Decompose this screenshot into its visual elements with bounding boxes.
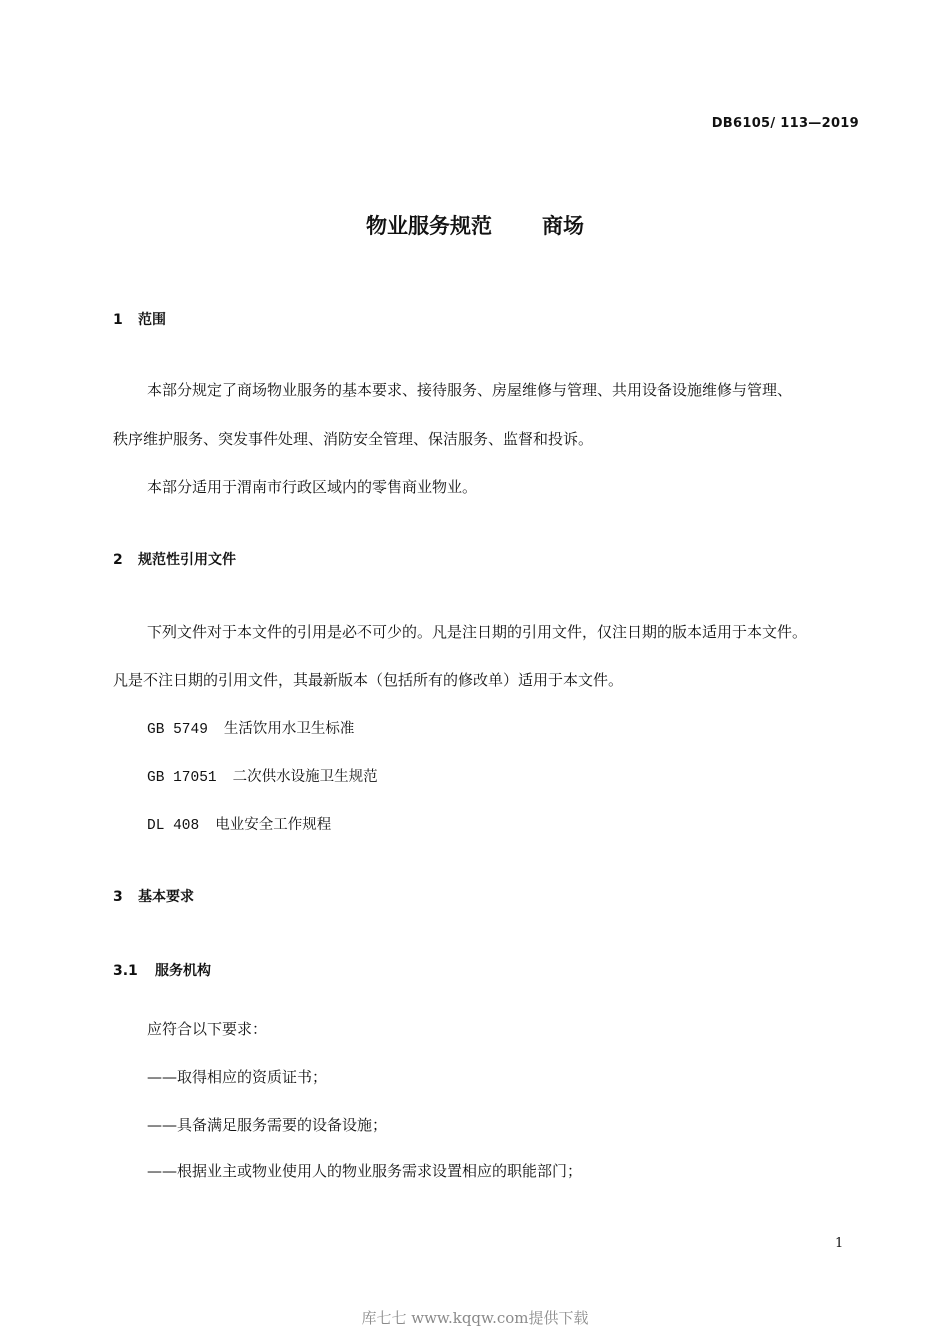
reference-title: 二次供水设施卫生规范 [232,769,378,785]
reference-code: GB 17051 [147,770,217,786]
reference-title: 电业安全工作规程 [215,817,332,833]
section-number: 1 [113,312,123,328]
section-1-heading [113,309,166,329]
section-3-heading [113,886,194,906]
subsection-number: 3.1 [113,963,138,979]
list-item: ——具备满足服务需要的设备设施； [147,1116,388,1134]
normative-reference [147,717,354,738]
section-title: 范围 [138,312,166,328]
reference-title: 生活饮用水卫生标准 [223,721,355,737]
list-item: ——根据业主或物业使用人的物业服务需求设置相应的职能部门； [147,1162,583,1180]
section-number: 2 [113,552,123,568]
subsection-3-1-heading [113,960,211,980]
paragraph-line: 本部分适用于渭南市行政区域内的零售商业物业。 [147,478,478,496]
section-2-heading [113,549,236,569]
reference-code: DL 408 [147,818,200,834]
footer-watermark: 库七七 www.kqqw.com提供下载 [361,1309,589,1327]
title-part-2: 商场 [542,214,584,238]
section-number: 3 [113,889,123,905]
paragraph-line: 应符合以下要求： [147,1020,268,1038]
paragraph-line: 凡是不注日期的引用文件，其最新版本（包括所有的修改单）适用于本文件。 [113,671,624,689]
title-part-1: 物业服务规范 [366,214,492,238]
normative-reference [147,765,378,786]
paragraph-line: 下列文件对于本文件的引用是必不可少的。凡是注日期的引用文件，仅注日期的版本适用于本文件。 [147,623,808,641]
section-title: 基本要求 [138,889,194,905]
subsection-title: 服务机构 [155,963,211,979]
normative-reference [147,813,331,834]
section-title: 规范性引用文件 [138,552,236,568]
reference-code: GB 5749 [147,722,208,738]
paragraph-line: 本部分规定了商场物业服务的基本要求、接待服务、房屋维修与管理、共用设备设施维修与管理、 [147,381,793,399]
document-title [0,210,950,240]
paragraph-line: 秩序维护服务、突发事件处理、消防安全管理、保洁服务、监督和投诉。 [113,430,594,448]
page-number: 1 [835,1236,844,1251]
list-item: ——取得相应的资质证书； [147,1068,328,1086]
standard-number: DB6105/ 113—2019 [711,116,859,131]
